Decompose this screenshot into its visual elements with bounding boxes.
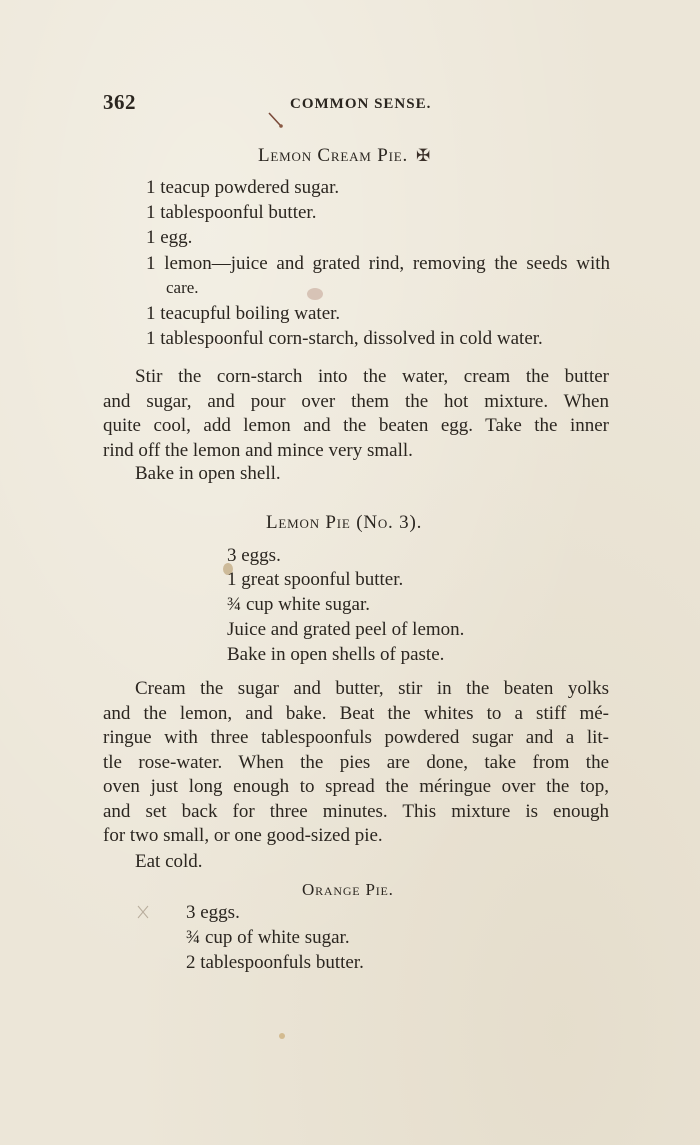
ingredient: 3 eggs. [186,902,240,923]
ingredient: 1 teacupful boiling water. [146,303,341,324]
recipe-title [302,880,394,900]
ingredient: 1 tablespoonful corn-starch, dissolved in cold water. [146,328,543,349]
recipe-title-text: Lemon Pie (No. 3). [266,512,423,533]
directions-line: and the lemon, and bake. Beat the whites to a stiff mé- [103,702,609,724]
ingredient: 3 eggs. [227,545,281,566]
page-number: 362 [103,90,136,114]
ingredient: 2 tablespoonfuls butter. [186,952,364,973]
directions-line: oven just long enough to spread the méringue over the top, [103,776,609,797]
ingredient: ¾ cup of white sugar. [186,927,350,948]
directions-line: and sugar, and pour over them the hot mixture. When [103,390,609,412]
ingredient: 1 egg. [146,227,193,248]
ingredient: ¾ cup white sugar. [227,594,371,615]
ingredient: 1 great spoonful butter. [227,569,404,590]
ingredient: 1 tablespoonful butter. [146,202,317,223]
ingredient: 1 teacup powdered sugar. [146,177,340,198]
running-title: COMMON SENSE. [290,96,432,112]
directions-line: quite cool, add lemon and the beaten egg. Take the inner [103,415,609,436]
recipe-title [258,145,431,167]
stain-mark [302,284,328,304]
recipe-note: Eat cold. [135,851,203,872]
directions-line: rind off the lemon and mince very small. [103,439,413,461]
directions-line: for two small, or one good-sized pie. [103,825,383,846]
ink-mark [266,110,290,130]
directions-line: Cream the sugar and butter, stir in the beaten yolks [135,678,609,699]
directions-line: and set back for three minutes. This mixture is enough [103,800,609,822]
directions-line: ringue with three tablespoonfuls powdered sugar and a lit- [103,727,609,748]
recipe-title-text: Orange Pie. [302,880,394,899]
recipe-title-text: Lemon Cream Pie. [258,145,409,166]
ingredient-continued: care. [166,278,199,297]
pencil-mark [136,904,150,920]
ingredient: Bake in open shells of paste. [227,644,445,665]
directions-line: Stir the corn-starch into the water, cream the butter [135,366,609,387]
directions-paragraph [103,677,609,849]
recipe-title [266,512,422,534]
ingredient: 1 lemon—juice and grated rind, removing the seeds with [146,253,610,274]
directions-line: tle rose-water. When the pies are done, take from the [103,751,609,773]
cross-icon: ✠ [416,146,432,165]
recipe-note: Bake in open shell. [135,463,281,484]
ingredient: Juice and grated peel of lemon. [227,619,465,640]
foxing-spot [276,1030,288,1042]
directions-paragraph [103,365,609,463]
